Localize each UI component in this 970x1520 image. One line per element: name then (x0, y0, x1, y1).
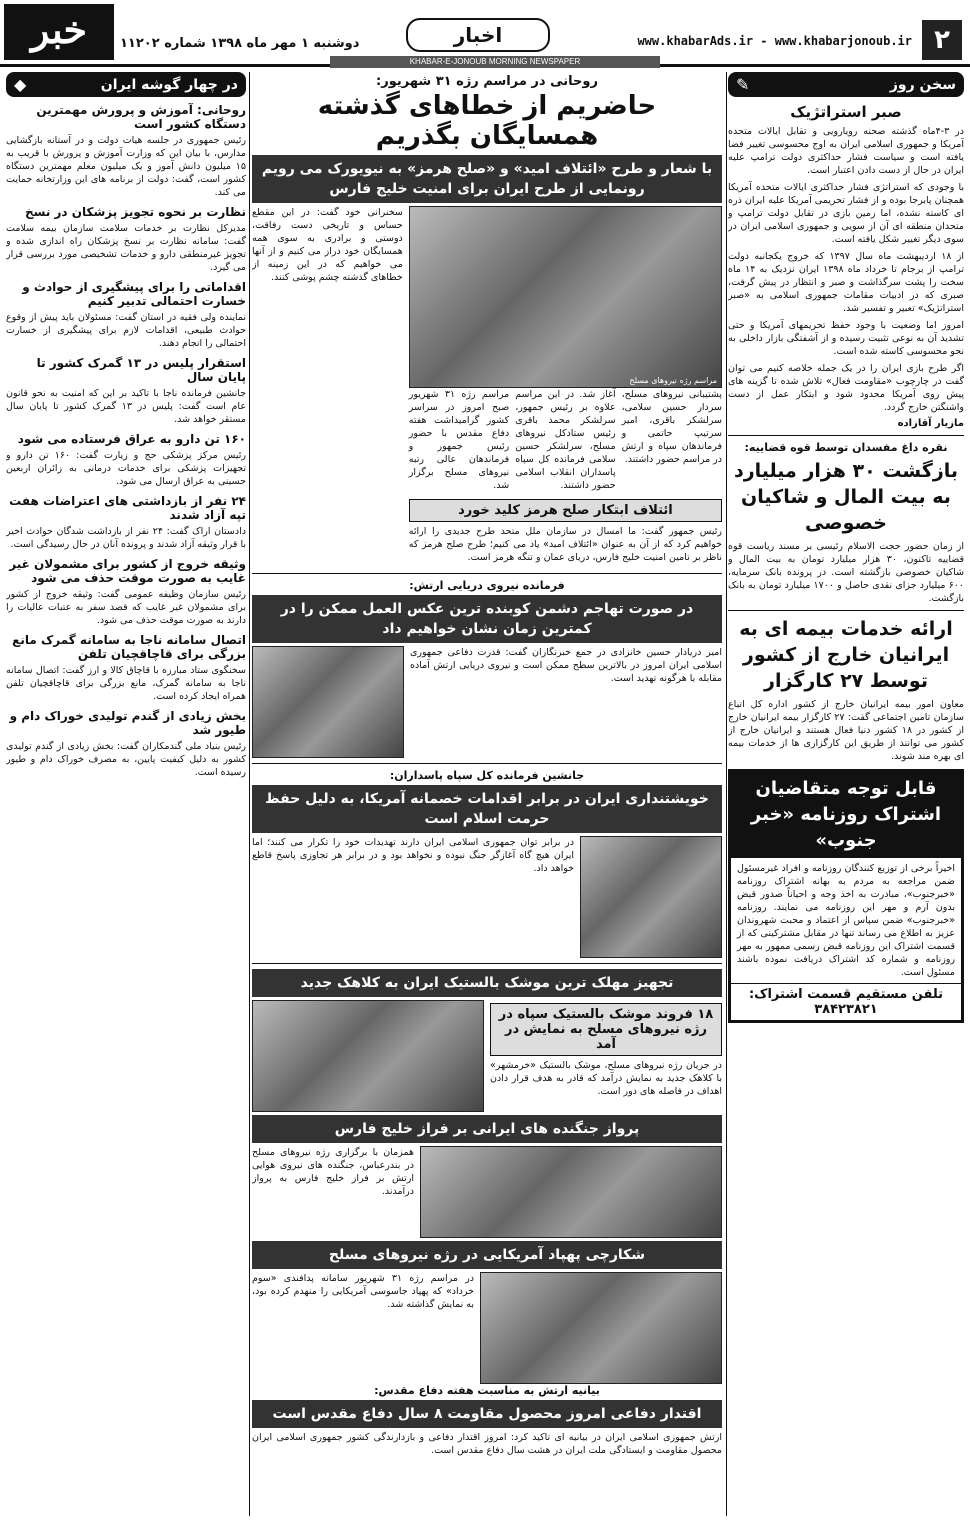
story-kicker: بیانیه ارتش به مناسبت هفته دفاع مقدس: (374, 1384, 600, 1397)
editorial-tag: سخن روز ✎ (728, 72, 964, 97)
news-text: سخنگوی ستاد مبارزه با قاچاق کالا و ارز گفت: اتصال سامانه ناجا به سامانه گمرک، مانع بزرگی برای قاچاقچیان تلفن همراه ایجاد کرده است. (6, 665, 246, 702)
newspaper-logo: خبر (4, 4, 114, 60)
story-text: ارتش جمهوری اسلامی ایران در بیانیه ای تاکید کرد: امروز اقتدار دفاعی و بازدارندگی کشور جمهوری اسلامی ایران محصول مقاومت و ایستادگی ملت ایران در هشت سال دفاع مقدس است. (252, 1432, 722, 1456)
column-divider (249, 72, 250, 1516)
news-text: نماینده ولی فقیه در استان گفت: مسئولان باید پیش از وقوع حوادث طبیعی، اقدامات لازم برای پیشگیری از خسارت احتمالی را انجام دهند. (6, 312, 246, 349)
editorial-paragraph: از ۱۸ اردیبهشت ماه سال ۱۳۹۷ که خروج یکجانبه دولت ترامپ از برجام تا خرداد ماه ۱۳۹۸ ایران نزدیک به ۱۴ ماه سخت را پشت سرگذاشت و صبر و انتظار در پیش گرفت، صبری که در ادبیات مقامات جمهوری اسلامی به «صبر استراتژیک» تعبیر و تفسیر شد. (728, 251, 964, 314)
section-title: اخبار (406, 18, 550, 52)
divider (252, 573, 722, 574)
story-headline: اقتدار دفاعی امروز محصول مقاومت ۸ سال دفاع مقدس است (252, 1400, 722, 1428)
lead-text: پشتیبانی نیروهای مسلح، سردار حسین سلامی، سرلشکر باقری، امیر سرتیپ حاتمی و فرماندهان سپاه و ارتش در مراسم حضور داشتند. (621, 389, 722, 465)
story-headline: ارائه خدمات بیمه ای به ایرانیان خارج از کشور توسط ۲۷ کارگزار (739, 618, 953, 692)
page-number: ۲ (922, 20, 962, 60)
photo-caption: مراسم رژه نیروهای مسلح (629, 376, 717, 385)
middle-column (252, 72, 722, 1516)
notice-title: قابل توجه متقاضیان اشتراک روزنامه «خبر جنوب» (731, 772, 961, 858)
divider (252, 963, 722, 964)
news-text: رئیس سازمان وظیفه عمومی گفت: وثیقه خروج از کشور برای مشمولان غیر غایب که قصد سفر به عتبات عالیات را دارند به صورت موقت حذف می شود. (6, 589, 246, 626)
news-title: استقرار پلیس در ۱۳ گمرک کشور تا پایان سال (36, 356, 246, 384)
story-text: از زمان حضور حجت الاسلام رئیسی بر مسند ریاست قوه قضاییه تاکنون، ۳۰ هزار میلیارد تومان به بیت المال و شاکیان خصوصی بازگشته است. در پرونده بانک سرمایه، ۶۰۰ میلیارد جزای نقدی حاصل و ۱۷۰۰ میلیارد تومان به بانک بازگشت. (728, 541, 964, 604)
story-kicker: نقره داغ مفسدان توسط قوه قضاییه: (744, 441, 948, 454)
story-text: امیر دریادار حسین خانزادی در جمع خبرنگاران گفت: قدرت دفاعی جمهوری اسلامی ایران امروز در بالاترین سطح ممکن است و نیروی دریایی ارتش آماده مقابله با هرگونه تهدید است. (410, 647, 722, 684)
lead-text: سخنرانی خود گفت: در این مقطع حساس و تاریخی دست رفاقت، دوستی و برادری به سوی همه همسایگان خود دراز می کنیم و از آنها می خواهیم که در این زمینه از خطاهای گذشته چشم پوشی کنند. (252, 207, 403, 283)
missile-photo (252, 1000, 484, 1112)
news-title: ۱۶۰ تن دارو به عراق فرستاده می شود (17, 432, 246, 446)
divider (728, 610, 964, 611)
pen-icon: ✎ (736, 75, 750, 94)
lead-subtext: رئیس جمهور گفت: ما امسال در سازمان ملل متحد طرح جدیدی را ارائه خواهیم کرد که از آن به عنوان «ائتلاف امید» یاد می کنیم؛ طرح صلح هرمز که ناظر بر تامین امنیت خلیج فارس، دریای عمان و تنگه هرمز است. (408, 526, 722, 563)
story-headline: پرواز جنگنده های ایرانی بر فراز خلیج فارس (252, 1115, 722, 1143)
news-text: رئیس بنیاد ملی گندمکاران گفت: بخش زیادی از گندم تولیدی کشور به دلیل کیفیت پایین، به مصرف خوراک دام و طیور رسیده است. (6, 741, 246, 778)
story-headline: در صورت تهاجم دشمن کوبنده ترین عکس العمل ممکن را در کمترین زمان نشان خواهیم داد (252, 595, 722, 643)
column-divider (726, 72, 727, 1516)
news-title: نظارت بر نحوه تجویز پزشکان در نسخ (24, 205, 246, 219)
news-text: رئیس جمهوری در جلسه هیات دولت و در آستانه بازگشایی مدارس، با بیان این که وزارت آموزش و پرورش با قریب به ۱۵ میلیون دانش آموز و یک میلیون معلم مهمترین دستگاه کشور است، گفت: دولت از برنامه های این وزارتخانه حمایت می کند. (6, 135, 246, 198)
story-kicker: جانشین فرمانده کل سپاه پاسداران: (389, 769, 585, 782)
story-text: در برابر توان جمهوری اسلامی ایران دارند تهدیدات خود را تکرار می کنند؛ اما ایران هیچ گاه آغازگر جنگ نبوده و نخواهد بود و در برابر هر تجاوزی پاسخ قاطع خواهد داد. (252, 837, 574, 874)
story-subheading: ۱۸ فروند موشک بالستیک سپاه در رژه نیروهای مسلح به نمایش در آمد (490, 1003, 722, 1056)
masthead (0, 0, 970, 67)
left-column (6, 72, 246, 1516)
notice-phone: تلفن مستقیم قسمت اشتراک: ۳۸۴۲۳۸۲۱ (731, 983, 961, 1020)
commander-photo (252, 646, 404, 758)
story-headline: بازگشت ۳۰ هزار میلیارد به بیت المال و شاکیان خصوصی (733, 460, 959, 534)
story-text: معاون امور بیمه ایرانیان خارج از کشور اداره کل اتباع سازمان تامین اجتماعی گفت: ۲۷ کارگزار بیمه ایرانیان خارج از کشور در ۱۸ کشور دنیا فعال هستند و ایرانیان خارج از کشور می توانند از طریق این کارگزاری ها از خدمات بیمه ای بهره مند شوند. (728, 699, 964, 762)
commander-photo (580, 836, 722, 958)
story-kicker: فرمانده نیروی دریایی ارتش: (409, 579, 565, 592)
subscription-notice (728, 769, 964, 1023)
news-title: ۲۴ نفر از بازداشتی های اعتراضات هفت تپه آزاد شدند (9, 494, 246, 522)
story-headline: تجهیز مهلک ترین موشک بالستیک ایران به کلاهک جدید (252, 969, 722, 997)
news-title: وثیقه خروج از کشور برای مشمولان غیر غایب به صورت موقت حذف می شود (9, 557, 246, 585)
date-issue: دوشنبه ۱ مهر ماه ۱۳۹۸ شماره ۱۱۲۰۲ (120, 36, 360, 51)
news-text: جانشین فرمانده ناجا با تاکید بر این که امنیت به نحو قانون عام است گفت: پلیس در ۱۳ گمرک کشور تا پایان سال مستقر خواهد شد. (6, 388, 246, 425)
story-text: در مراسم رژه ۳۱ شهریور سامانه پدافندی «سوم خرداد» که پهپاد جاسوسی آمریکایی را منهدم کرده بود، به نمایش گذاشته شد. (252, 1273, 474, 1310)
divider (252, 763, 722, 764)
story-headline: خویشتنداری ایران در برابر اقدامات خصمانه آمریکا، به دلیل حفظ حرمت اسلام است (252, 785, 722, 833)
right-column (728, 72, 964, 1516)
news-title: بخش زیادی از گندم تولیدی خوراک دام و طیور شد (9, 709, 246, 737)
news-text: دادستان اراک گفت: ۲۴ نفر از بازداشت شدگان حوادث اخیر با قرار وثیقه آزاد شدند و پرونده آنان در حال رسیدگی است. (6, 526, 246, 550)
lead-band: با شعار و طرح «ائتلاف امید» و «صلح هرمز» به نیویورک می رویم رونمایی از طرح ایران برای امنیت خلیج فارس (252, 155, 722, 203)
editorial-author: مازیار آقازاده (897, 418, 964, 429)
divider (728, 435, 964, 436)
editorial-paragraph: با وجودی که استراتژی فشار حداکثری ایالات متحده آمریکا همچنان پابرجا بوده و از فشار تحریمی آمریکا علیه ایران ذره ای کاسته نشده، اما زمین بازی در تقابل دولت ترامپ و متحدان منطقه ای آن از سویی و جمهوری اسلامی ایران در سوی دیگر تغییر شکل یافته است. (728, 182, 964, 245)
news-title: اتصال سامانه ناجا به سامانه گمرک مانع بزرگی برای قاچاقچیان تلفن (12, 633, 246, 661)
editorial-paragraph: امروز اما وضعیت با وجود حفظ تحریمهای آمریکا و حتی تشدید آن به نوعی تثبیت رسیده و از آشفتگی بازار داخلی به نحو محسوسی کاسته شده است. (728, 320, 964, 357)
site-urls[interactable]: www.khabarAds.ir - www.khabarjonoub.ir (637, 34, 912, 48)
regional-news-tag: در چهار گوشه ایران ◆ (6, 72, 246, 97)
news-title: روحانی: آموزش و پرورش مهمترین دستگاه کشور است (36, 103, 246, 131)
jets-photo (420, 1146, 722, 1238)
map-icon: ◆ (14, 75, 27, 94)
story-text: در جریان رژه نیروهای مسلح، موشک بالستیک «خرمشهر» با کلاهک جدید به نمایش درآمد که قادر به هدف قرار دادن اهداف در فاصله های دور است. (490, 1060, 722, 1097)
editorial-title: صبر استراتژیک (790, 103, 902, 121)
lead-kicker: روحانی در مراسم رژه ۳۱ شهریور: (376, 74, 598, 89)
editorial-paragraph: اگر طرح بازی ایران را در یک جمله خلاصه کنیم می توان گفت در چارچوب «مقاومت فعال» تلاش شده تا گزینه های پیش روی آمریکا محدود شود و ابتکار عمل از دست واشنگتن خارج گردد. (728, 363, 964, 413)
lead-headline: حاضریم از خطاهای گذشته همسایگان بگذریم (317, 91, 657, 151)
story-text: همزمان با برگزاری رژه نیروهای مسلح در بندرعباس، جنگنده های نیروی هوایی ارتش بر فراز خلیج فارس به پرواز درآمدند. (252, 1147, 414, 1197)
lead-text: مراسم رژه ۳۱ شهریور صبح امروز در سراسر کشور گرامیداشت هفته دفاع مقدس با حضور رئیس جمهور و فرماندهان عالی رتبه نیروهای مسلح برگزار شد. (408, 389, 510, 491)
news-text: مدیرکل نظارت بر خدمات سلامت سازمان بیمه سلامت گفت: سامانه نظارت بر نسخ پزشکان راه اندازی شده و تجویز غیرمنطقی دارو و خدمات تشخیصی مورد بررسی قرار می گیرد. (6, 223, 246, 273)
english-strip: KHABAR-E-JONOUB MORNING NEWSPAPER (330, 56, 660, 68)
lead-text: آغاز شد. در این مراسم علاوه بر رئیس جمهور، سرلشکر محمد باقری رئیس ستادکل نیروهای مسلح، سرلشکر حسین سلامی فرمانده کل سپاه پاسداران انقلاب اسلامی حضور داشتند. (515, 389, 616, 491)
story-headline: شکارچی پهپاد آمریکایی در رژه نیروهای مسلح (252, 1241, 722, 1269)
lead-subheading: ائتلاف ابتکار صلح هرمز کلید خورد (409, 499, 722, 522)
air-defense-photo (480, 1272, 722, 1384)
news-title: اقداماتی را برای پیشگیری از حوادث و خسارت احتمالی تدبیر کنیم (22, 280, 246, 308)
editorial-paragraph: در ۳-۴ماه گذشته صحنه رویارویی و تقابل ایالات متحده آمریکا و جمهوری اسلامی ایران به اوج محسوسی تغییر فضا یافته است و سیاست فشار حداکثری دولت ترامپ علیه ایران در حال از دست دادن اعتبار است. (728, 126, 964, 176)
notice-text: اخیراً برخی از توزیع کنندگان روزنامه و افراد غیرمسئول ضمن مراجعه به مردم به بهانه اشتراک روزنامه «خبرجنوب»، مبادرت به اخذ وجه و احیاناً صدور قبض بدون آرم و مهر این روزنامه می نمایند. روزنامه «خبرجنوب» ضمن سپاس از اعتماد و محبت شهروندان عزیز به اطلاع می رساند تنها در مقابل مشترکینی که از قسمت اشتراک این روزنامه قبض رسمی ممهور به مهر روزنامه و شماره کد اشتراک دریافت نموده باشند مسئول است. (737, 863, 955, 978)
news-text: رئیس مرکز پزشکی حج و زیارت گفت: ۱۶۰ تن دارو و تجهیزات پزشکی برای خدمات درمانی به زائران اربعین حسینی به عراق ارسال می شود. (6, 450, 246, 487)
parade-photo (409, 206, 722, 388)
